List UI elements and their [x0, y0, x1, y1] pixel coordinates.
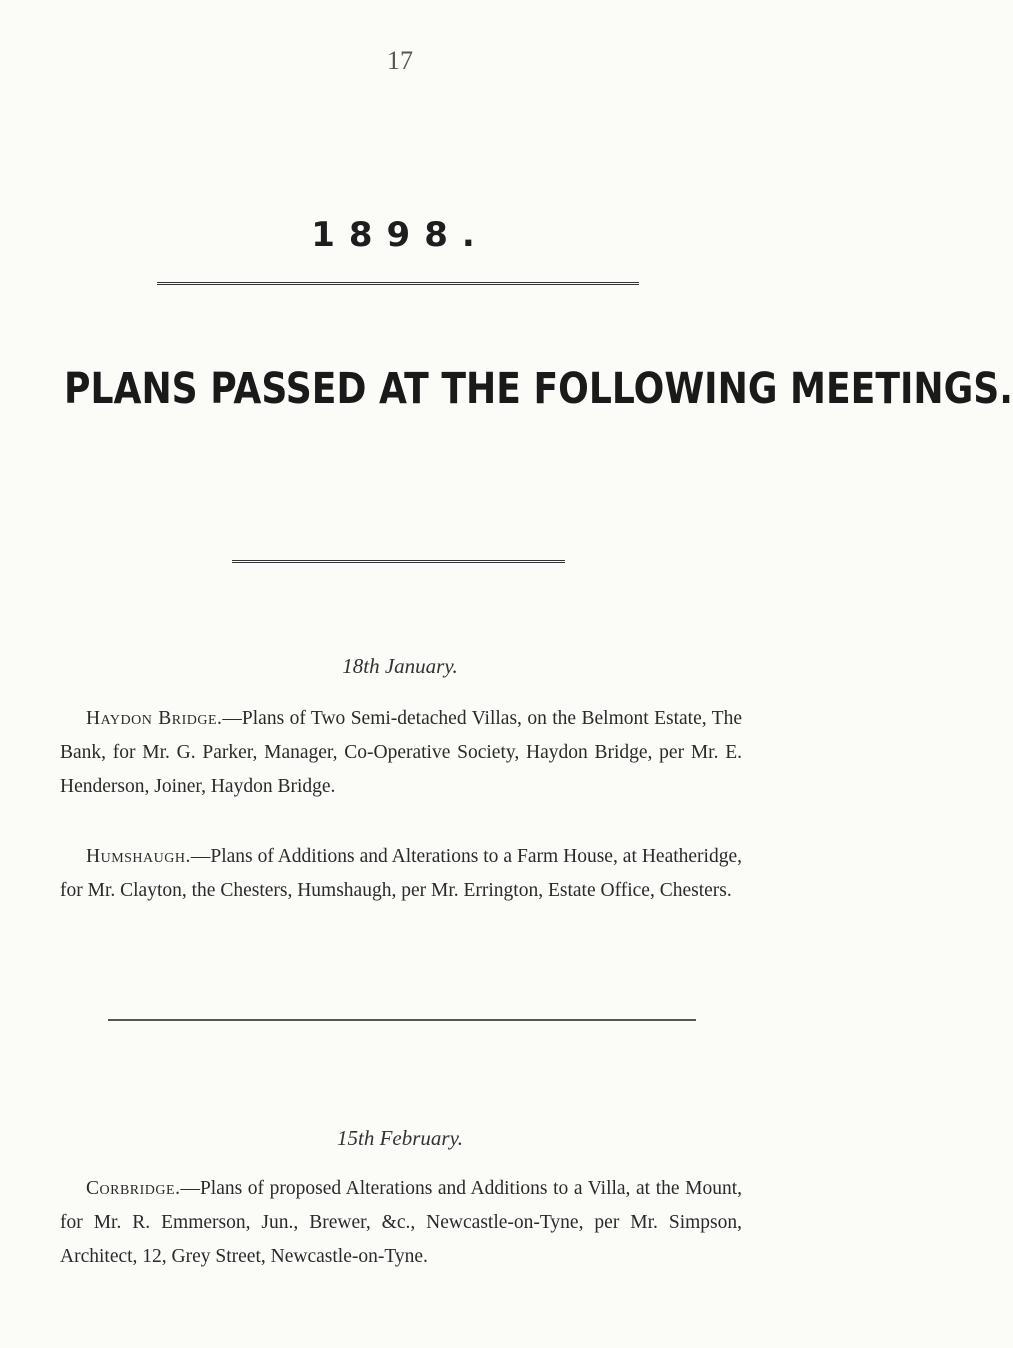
year-heading: 1898. [311, 215, 489, 255]
meeting-date-1: 18th January. [342, 654, 458, 678]
entry-haydon-bridge [60, 702, 742, 804]
divider-between-meetings [108, 1019, 696, 1021]
entry-place: Humshaugh. [86, 846, 191, 867]
meeting-date-2: 15th February. [337, 1126, 463, 1150]
page-number: 17 [387, 46, 413, 75]
page-title: PLANS PASSED AT THE FOLLOWING MEETINGS. [64, 364, 1013, 414]
entry-place: Haydon Bridge. [86, 708, 223, 729]
entry-text: —Plans of proposed Alterations and Additions to a Villa, at the Mount, for Mr. R. Emmerson, Jun., Brewer, &c., Newcastle-on-Tyne, per Mr. Simpson, Architect, 12, Grey Street, Newcastle-on-Tyne. [60, 1178, 742, 1267]
divider-top [157, 282, 639, 287]
entry-corbridge [60, 1172, 742, 1274]
entry-humshaugh [60, 840, 742, 908]
entry-place: Corbridge. [86, 1178, 181, 1199]
entry-text: —Plans of Two Semi-detached Villas, on the Belmont Estate, The Bank, for Mr. G. Parker, Manager, Co-Operative Society, Haydon Bridge, per Mr. E. Henderson, Joiner, Haydon Bridge. [60, 708, 742, 797]
divider-under-title [232, 560, 565, 565]
entry-text: —Plans of Additions and Alterations to a Farm House, at Heatheridge, for Mr. Clayton, the Chesters, Humshaugh, per Mr. Errington, Estate Office, Chesters. [60, 846, 742, 901]
